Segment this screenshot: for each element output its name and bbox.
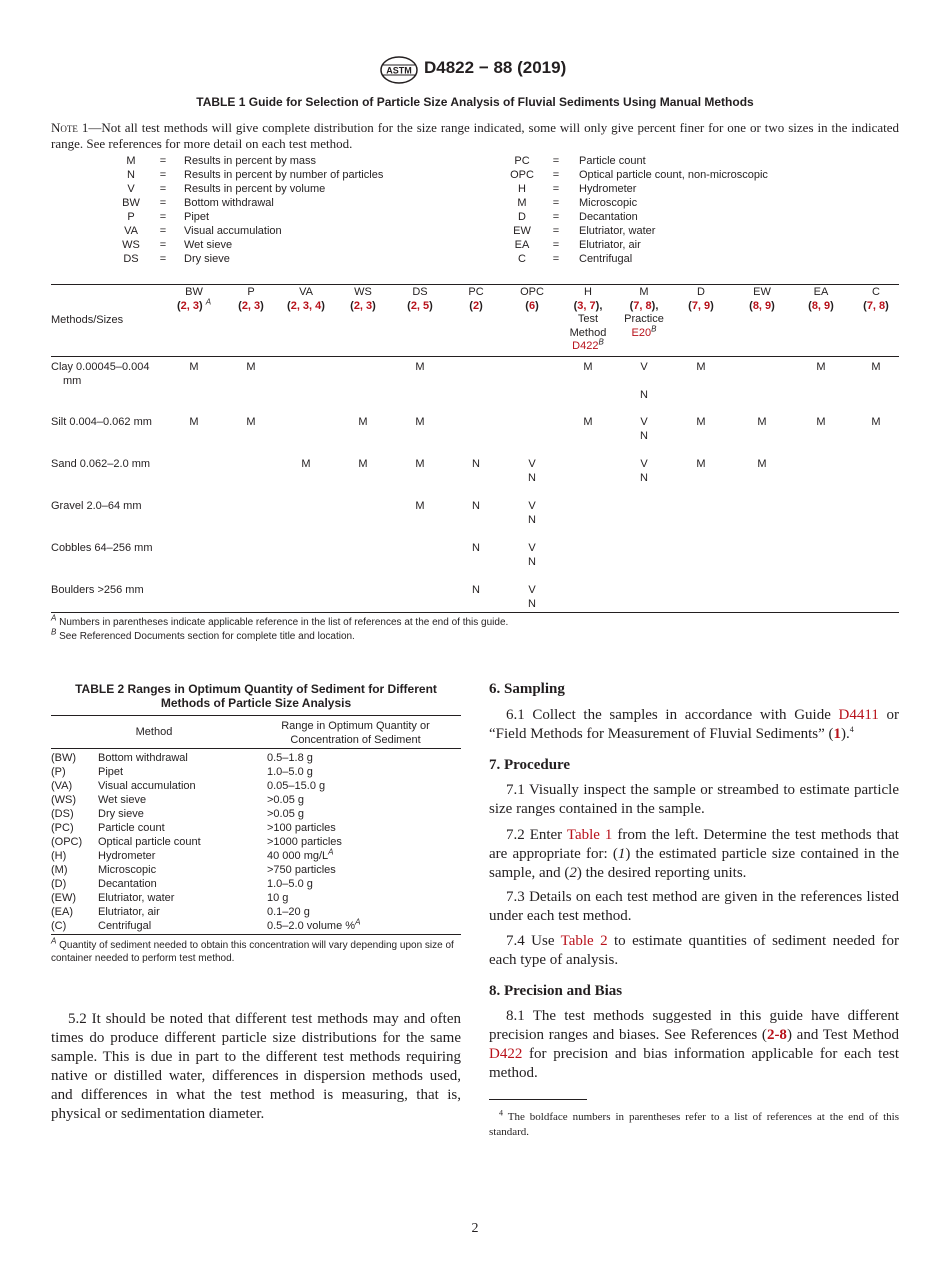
column-refs-numbers: 2, 3 xyxy=(180,299,199,312)
column-code: DS xyxy=(412,286,428,298)
method-abbreviation: (OPC) xyxy=(51,836,83,848)
section-7-heading: 7. Procedure xyxy=(489,757,571,773)
footnote-a-text: Numbers in parentheses indicate applicable reference in the list of references at the end of this guide. xyxy=(56,617,509,628)
method-range xyxy=(267,821,336,835)
column-code: WS xyxy=(354,286,372,298)
table-cell: M xyxy=(871,416,881,428)
footnote-4 xyxy=(489,1110,899,1140)
method-name: Bottom withdrawal xyxy=(98,752,188,764)
paragraph-7-2 xyxy=(489,826,899,883)
table2-footnote-text: Quantity of sediment needed to obtain this concentration will vary depending upon size of container needed to perform test method. xyxy=(51,940,454,964)
table-cell: N xyxy=(640,430,648,442)
table2-bottom-rule xyxy=(51,934,461,935)
equals-sign: = xyxy=(552,225,560,237)
paragraph-7-1: 7.1 Visually inspect the sample or streambed to estimate particle size ranges contained in the sample. xyxy=(489,782,899,817)
table-cell: V xyxy=(640,458,648,470)
column-refs: (8, 9) xyxy=(808,299,834,312)
method-name: Decantation xyxy=(98,878,157,890)
column-header xyxy=(558,286,618,354)
column-link xyxy=(614,323,674,341)
column-header xyxy=(390,286,450,313)
table2-row xyxy=(0,751,950,765)
table-cell: M xyxy=(696,458,706,470)
equals-sign: = xyxy=(159,239,167,251)
column-link-text[interactable]: D422 xyxy=(572,340,599,352)
column-refs-numbers: 2, 3 xyxy=(353,299,373,312)
table-cell: M xyxy=(415,361,425,373)
column-refs: (3, 7), xyxy=(573,299,603,312)
column-extra: Test xyxy=(577,313,599,325)
abbreviation-value: Results in percent by number of particles xyxy=(184,169,384,181)
abbreviation-value: Elutriator, air xyxy=(579,239,641,251)
column-code: P xyxy=(247,286,255,298)
equals-sign: = xyxy=(552,197,560,209)
abbreviation-value: Decantation xyxy=(579,211,638,223)
row-label xyxy=(51,541,166,555)
table-cell: N xyxy=(528,514,536,526)
footnote-b-text: See Referenced Documents section for complete title and location. xyxy=(56,631,355,642)
table-cell: V xyxy=(528,500,536,512)
table2-col-range-line1: Range in Optimum Quantity or xyxy=(281,720,430,732)
method-abbreviation: (BW) xyxy=(51,752,77,764)
abbreviation-row xyxy=(0,211,950,225)
table1-note xyxy=(51,120,899,152)
method-range xyxy=(267,905,310,919)
table-cell: M xyxy=(757,416,767,428)
column-refs-numbers: 2, 3 xyxy=(241,299,261,312)
table-cell: M xyxy=(246,416,256,428)
column-refs: (2, 3, 4) xyxy=(287,299,325,312)
page-header xyxy=(0,56,950,86)
equals-sign: = xyxy=(159,155,167,167)
table2-header-rule xyxy=(51,748,461,749)
table-cell: V xyxy=(528,584,536,596)
method-range-value: >100 particles xyxy=(267,822,336,834)
abbreviation-key: EA xyxy=(514,239,530,251)
column-code: BW xyxy=(185,286,203,298)
table1-title: TABLE 1 Guide for Selection of Particle Size Analysis of Fluvial Sediments Using Manual Methods xyxy=(196,95,754,109)
equals-sign: = xyxy=(159,197,167,209)
abbreviation-row xyxy=(0,253,950,267)
link-table-1[interactable]: Table 1 xyxy=(566,827,613,843)
method-name: Visual accumulation xyxy=(98,780,196,792)
method-abbreviation: (DS) xyxy=(51,808,74,820)
abbreviation-value: Dry sieve xyxy=(184,253,230,265)
method-abbreviation: (D) xyxy=(51,878,67,890)
equals-sign: = xyxy=(552,253,560,265)
abbreviation-key: V xyxy=(127,183,135,195)
table-cell: M xyxy=(246,361,256,373)
table2-col-range xyxy=(250,719,461,747)
equals-sign: = xyxy=(159,169,167,181)
method-range-value: >1000 particles xyxy=(267,836,342,848)
column-refs-numbers: 7, 8 xyxy=(866,299,886,312)
table-cell: N xyxy=(472,458,480,470)
table-cell: N xyxy=(472,542,480,554)
row-label-line: mm xyxy=(63,375,82,387)
equals-sign: = xyxy=(159,225,167,237)
row-label-line: Sand 0.062–2.0 mm xyxy=(51,458,151,470)
column-header xyxy=(164,286,224,313)
method-range-value: >0.05 g xyxy=(267,794,305,806)
equals-sign: = xyxy=(552,239,560,251)
table2-top-rule xyxy=(51,715,461,716)
column-link xyxy=(558,337,618,354)
column-link-text[interactable]: E20 xyxy=(631,326,652,339)
table2-title-line2: Methods of Particle Size Analysis xyxy=(160,696,352,710)
equals-sign: = xyxy=(552,155,560,167)
abbreviation-row xyxy=(0,169,950,183)
column-code: PC xyxy=(468,286,484,298)
note-label: Note 1 xyxy=(51,120,89,135)
abbreviation-row xyxy=(0,155,950,169)
table2-title-line1: TABLE 2 Ranges in Optimum Quantity of Sediment for Different xyxy=(75,682,437,696)
section-6-heading: 6. Sampling xyxy=(489,681,565,697)
abbreviation-value: Hydrometer xyxy=(579,183,637,195)
table1-top-rule xyxy=(51,284,899,285)
equals-sign: = xyxy=(159,183,167,195)
table-cell: N xyxy=(640,389,648,401)
row-label-line: Boulders >256 mm xyxy=(51,584,144,596)
column-refs-numbers: 7, 8 xyxy=(633,299,652,312)
method-abbreviation: (PC) xyxy=(51,822,74,834)
method-range xyxy=(267,779,325,793)
column-refs: (2) xyxy=(469,299,483,312)
abbreviation-value: Results in percent by volume xyxy=(184,183,326,195)
paragraph-7-3: 7.3 Details on each test method are given in the references listed under each test method. xyxy=(489,889,899,924)
method-range xyxy=(267,751,313,765)
astm-logo-icon xyxy=(380,56,418,84)
column-refs-numbers: 2 xyxy=(472,299,480,312)
column-refs-numbers: 3, 7 xyxy=(577,299,596,312)
column-header xyxy=(221,286,281,313)
method-name: Elutriator, water xyxy=(98,892,175,904)
method-range-value: 1.0–5.0 g xyxy=(267,766,313,778)
ref-1[interactable]: 1 xyxy=(833,726,842,742)
p61-text-b: or “Field Methods for Measurement of Fluvial Sediments” ( xyxy=(489,707,899,742)
abbreviation-key: DS xyxy=(123,253,139,265)
abbreviation-key: VA xyxy=(124,225,138,237)
abbreviation-key: M xyxy=(126,155,136,167)
footnote-separator xyxy=(489,1099,587,1100)
table-cell: M xyxy=(415,500,425,512)
p72-text-b: from the left. Determine the test methods that are appropriate for: ( xyxy=(489,827,899,862)
table-cell: M xyxy=(757,458,767,470)
ref-2-8[interactable]: 2-8 xyxy=(766,1027,787,1043)
abbreviation-value: Centrifugal xyxy=(579,253,633,265)
p72-item-2: 2 xyxy=(569,865,577,881)
column-code: D xyxy=(697,286,705,298)
table1-bottom-rule xyxy=(51,612,899,613)
abbreviation-value: Visual accumulation xyxy=(184,225,282,237)
row-label-line: Cobbles 64–256 mm xyxy=(51,542,153,554)
abbreviation-value: Wet sieve xyxy=(184,239,233,251)
column-refs: (8, 9) xyxy=(749,299,775,312)
table-cell: M xyxy=(358,458,368,470)
paragraph-6-1 xyxy=(489,706,899,744)
p81-text-c: for precision and bias information applicable for each test method. xyxy=(489,1046,899,1081)
column-footnote-mark: B xyxy=(651,323,657,333)
method-abbreviation: (C) xyxy=(51,920,67,932)
table1-footnote-b xyxy=(51,627,899,643)
abbreviation-key: N xyxy=(127,169,135,181)
abbreviation-value: Optical particle count, non-microscopic xyxy=(579,169,768,181)
logo-text: ASTM xyxy=(386,65,412,76)
p81-text-a: 8.1 The test methods suggested in this guide have different precision ranges and biases. See References ( xyxy=(489,1008,899,1043)
method-range xyxy=(267,919,360,933)
column-header xyxy=(446,286,506,313)
table-cell: M xyxy=(871,361,881,373)
method-range-value: 0.05–15.0 g xyxy=(267,780,326,792)
column-header xyxy=(846,286,906,313)
method-name: Optical particle count xyxy=(98,836,201,848)
column-refs: (7, 8) xyxy=(863,299,889,312)
method-range-value: >0.05 g xyxy=(267,808,305,820)
table2-footnote xyxy=(51,936,461,965)
table-cell: M xyxy=(415,416,425,428)
p81-text-b: ) and Test Method xyxy=(786,1027,899,1043)
document-id: D4822 − 88 (2019) xyxy=(424,58,567,77)
p74-text-a: 7.4 Use xyxy=(506,933,561,949)
method-abbreviation: (WS) xyxy=(51,794,77,806)
method-range-value: 40 000 mg/L xyxy=(267,850,329,862)
column-footnote-mark: B xyxy=(598,337,604,347)
method-name: Microscopic xyxy=(98,864,157,876)
method-range xyxy=(267,877,313,891)
abbreviation-key: WS xyxy=(122,239,140,251)
method-name: Elutriator, air xyxy=(98,906,160,918)
row-label-line: Gravel 2.0–64 mm xyxy=(51,500,142,512)
footnote-a-mark: A xyxy=(51,613,57,623)
column-code: H xyxy=(584,286,592,298)
equals-sign: = xyxy=(552,169,560,181)
section-8-heading: 8. Precision and Bias xyxy=(489,983,623,999)
p72-text-a: 7.2 Enter xyxy=(506,827,567,843)
column-code: C xyxy=(872,286,880,298)
method-abbreviation: (M) xyxy=(51,864,68,876)
abbreviation-key: H xyxy=(518,183,526,195)
abbreviation-key: EW xyxy=(513,225,531,237)
paragraph-8-1 xyxy=(489,1007,899,1083)
table2-row xyxy=(0,765,950,779)
method-range-value: 0.1–20 g xyxy=(267,906,310,918)
equals-sign: = xyxy=(159,253,167,265)
column-extra: Method xyxy=(569,326,607,339)
abbreviation-row xyxy=(0,239,950,253)
table-cell: M xyxy=(189,361,199,373)
table-cell: M xyxy=(358,416,368,428)
page-number: 2 xyxy=(471,1221,479,1236)
column-refs: (2, 3) $^A$ xyxy=(176,296,212,312)
p61-footnote-mark: 4 xyxy=(849,725,854,734)
column-refs-numbers: 6 xyxy=(528,299,536,312)
column-refs: (2, 3) xyxy=(238,299,264,312)
link-d4411[interactable]: D4411 xyxy=(838,707,879,723)
table-cell: M xyxy=(816,416,826,428)
method-range xyxy=(267,765,313,779)
method-name: Wet sieve xyxy=(98,794,147,806)
p72-text-d: ) the desired reporting units. xyxy=(576,865,747,881)
abbreviation-key: BW xyxy=(122,197,140,209)
column-code: M xyxy=(639,286,649,298)
method-range xyxy=(267,891,288,905)
table-cell: M xyxy=(816,361,826,373)
method-range xyxy=(267,863,336,877)
method-abbreviation: (H) xyxy=(51,850,67,862)
method-range-value: 10 g xyxy=(267,892,289,904)
method-abbreviation: (P) xyxy=(51,766,66,778)
link-d422[interactable]: D422 xyxy=(489,1046,523,1062)
row-label xyxy=(51,499,166,513)
column-footnote-mark: A xyxy=(205,296,212,306)
row-label xyxy=(51,415,166,429)
table-cell: M xyxy=(415,458,425,470)
abbreviation-value: Elutriator, water xyxy=(579,225,656,237)
table2-footnote-mark: A xyxy=(51,936,57,946)
column-refs-numbers: 8, 9 xyxy=(811,299,831,312)
table-cell: M xyxy=(189,416,199,428)
p61-text-a: 6.1 Collect the samples in accordance with Guide xyxy=(506,707,839,723)
abbreviation-row xyxy=(0,197,950,211)
equals-sign: = xyxy=(159,211,167,223)
footnote-4-text: The boldface numbers in parentheses refer to a list of references at the end of this standard. xyxy=(489,1111,899,1138)
method-abbreviation: (VA) xyxy=(51,780,73,792)
method-range-value: 1.0–5.0 g xyxy=(267,878,313,890)
column-code: EW xyxy=(753,286,771,298)
method-range xyxy=(267,793,304,807)
column-header xyxy=(502,286,562,313)
column-header xyxy=(671,286,731,313)
table-cell: V xyxy=(640,361,648,373)
row-label xyxy=(51,583,166,597)
paragraph-7-4 xyxy=(489,932,899,970)
range-footnote-mark: A xyxy=(328,847,334,857)
abbreviation-value: Results in percent by mass xyxy=(184,155,317,167)
column-header xyxy=(614,286,674,340)
footnote-4-mark: 4 xyxy=(499,1108,503,1118)
column-refs: (2, 3) xyxy=(350,299,376,312)
column-refs-numbers: 8, 9 xyxy=(752,299,772,312)
column-refs: (6) xyxy=(525,299,539,312)
column-refs-numbers: 7, 9 xyxy=(691,299,711,312)
table-cell: M xyxy=(583,416,593,428)
table-cell: M xyxy=(583,361,593,373)
row-label xyxy=(51,360,166,388)
method-name: Particle count xyxy=(98,822,165,834)
p72-item-1: 1 xyxy=(617,846,626,862)
row-label-line: Clay 0.00045–0.004 xyxy=(51,361,150,373)
method-range xyxy=(267,807,304,821)
method-name: Pipet xyxy=(98,766,124,778)
method-abbreviation: (EA) xyxy=(51,906,73,918)
column-extra: Practice xyxy=(624,313,664,325)
method-name: Dry sieve xyxy=(98,808,144,820)
table2-col-range-line2: Concentration of Sediment xyxy=(290,734,421,746)
table-cell: N xyxy=(472,584,480,596)
abbreviation-key: PC xyxy=(514,155,530,167)
abbreviation-key: C xyxy=(518,253,526,265)
method-range-value: 0.5–2.0 volume % xyxy=(267,920,356,932)
note-text: —Not all test methods will give complete distribution for the size range indicated, some will only give percent finer for one or two sizes in the indicated range. See references for more detail on each test method. xyxy=(51,120,899,151)
table-cell: V xyxy=(528,542,536,554)
equals-sign: = xyxy=(552,183,560,195)
abbreviation-row xyxy=(0,183,950,197)
row-label-line: Silt 0.004–0.062 mm xyxy=(51,416,152,428)
column-refs: (7, 8), xyxy=(629,299,659,312)
abbreviation-key: P xyxy=(127,211,135,223)
column-header xyxy=(732,286,792,313)
table-cell: V xyxy=(640,416,648,428)
table-cell: V xyxy=(528,458,536,470)
table-cell: M xyxy=(696,361,706,373)
method-range xyxy=(267,849,334,863)
method-abbreviation: (EW) xyxy=(51,892,77,904)
table-cell: N xyxy=(640,472,648,484)
abbreviation-value: Particle count xyxy=(579,155,646,167)
range-footnote-mark: A xyxy=(355,917,361,927)
footnote-b-mark: B xyxy=(51,627,57,637)
abbreviation-value: Microscopic xyxy=(579,197,638,209)
abbreviation-key: OPC xyxy=(510,169,534,181)
table-cell: N xyxy=(528,556,536,568)
p61-text-c: ). xyxy=(841,726,850,742)
table1-footnote-a xyxy=(51,613,899,629)
table-cell: N xyxy=(528,472,536,484)
column-refs: (7, 9) xyxy=(688,299,714,312)
p74-text-b: to estimate quantities of sediment needed for each type of analysis. xyxy=(489,933,899,968)
abbreviation-value: Pipet xyxy=(184,211,210,223)
abbreviation-value: Bottom withdrawal xyxy=(184,197,274,209)
p72-text-c: ) the estimated particle size contained in the sample, and ( xyxy=(489,846,899,881)
table-cell: M xyxy=(696,416,706,428)
column-refs-numbers: 2, 3, 4 xyxy=(290,299,322,312)
table1-row-header: Methods/Sizes xyxy=(51,314,124,326)
column-refs-numbers: 2, 5 xyxy=(410,299,430,312)
column-code: VA xyxy=(299,286,313,298)
table-cell: M xyxy=(301,458,311,470)
table-cell: N xyxy=(472,500,480,512)
column-header xyxy=(333,286,393,313)
table1-header-rule xyxy=(51,356,899,357)
method-name: Centrifugal xyxy=(98,920,152,932)
method-range-value: 0.5–1.8 g xyxy=(267,752,313,764)
table2-title xyxy=(51,682,461,710)
method-range-value: >750 particles xyxy=(267,864,336,876)
equals-sign: = xyxy=(552,211,560,223)
method-name: Hydrometer xyxy=(98,850,156,862)
column-refs: (2, 5) xyxy=(407,299,433,312)
table2-col-method: Method xyxy=(135,726,173,738)
link-table-2[interactable]: Table 2 xyxy=(560,933,608,949)
column-header xyxy=(791,286,851,313)
abbreviation-row xyxy=(0,225,950,239)
abbreviation-key: D xyxy=(518,211,526,223)
paragraph-5-2: 5.2 It should be noted that different test methods may and often times do produce different particle size distributions for the same sample. This is due in part to the different test methods requiring native or distilled water, differences in dispersion methods used, and differences in what the test method is measuring, that is, physical or sedimentation diameter. xyxy=(51,1011,461,1122)
column-header xyxy=(276,286,336,313)
abbreviation-key: M xyxy=(517,197,527,209)
table-cell: N xyxy=(528,598,536,610)
column-code: OPC xyxy=(520,286,544,298)
column-code: EA xyxy=(813,286,829,298)
row-label xyxy=(51,457,166,471)
